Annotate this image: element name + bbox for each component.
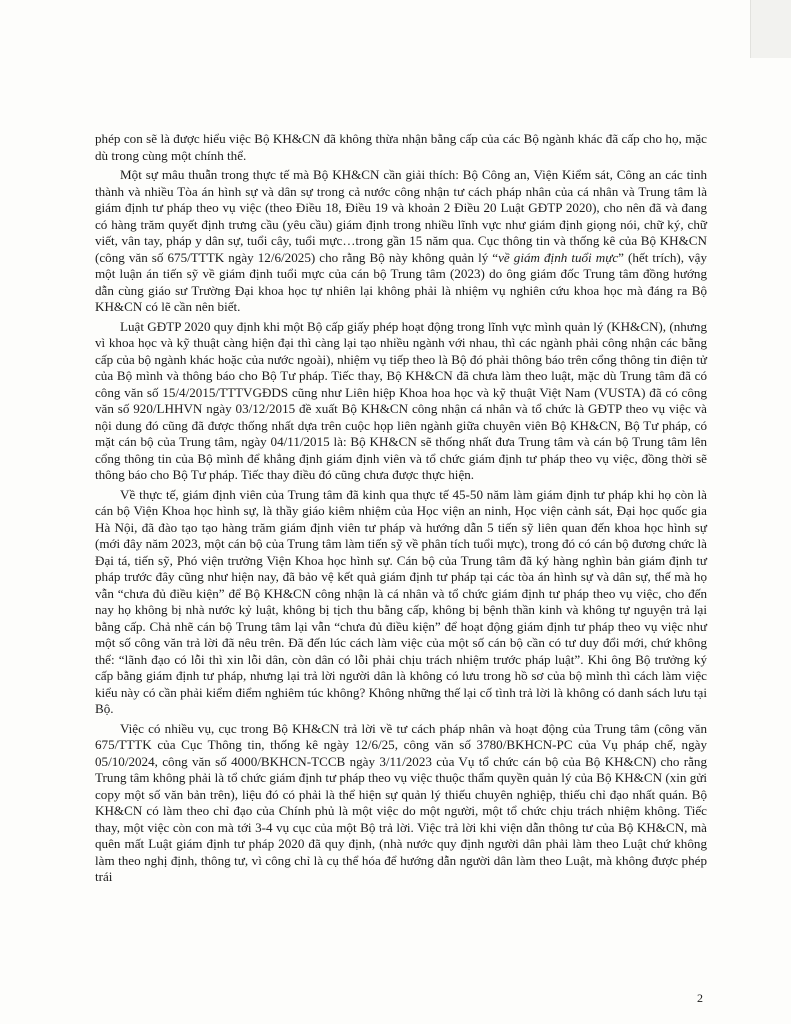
paragraph-segment: về giám định tuổi mực [498, 249, 619, 265]
paragraph-segment: Việc có nhiều vụ, cục trong Bộ KH&CN trả lời về tư cách pháp nhân và hoạt động của Trung tâm (công văn 675/TTTK của Cục Thông tin, thống kê ngày 12/6/25, công văn số 3780/BKHCN-PC của Vụ pháp chế, ngày 05/10/2024, công văn số 4000/BKHCN-TCCB ngày 3/11/2023 của Vụ tổ chức cán bộ của Bộ KH&CN) cho rằng Trung tâm không phải là tổ chức giám định tư pháp theo vụ việc thuộc thẩm quyền quản lý của Bộ KH&CN (xin gửi copy một số văn bản trên), liệu đó có phải là thể hiện sự quản lý thiếu chuyên nghiệp, thiếu chỉ đạo nhất quán. Bộ KH&CN có làm theo chỉ đạo của Chính phủ là một việc do một người, một tổ chức chịu trách nhiệm không. Tiếc thay, một việc còn con mà tới 3-4 vụ cục của một Bộ trả lời. Việc trả lời khi viện dẫn thông tư của Bộ KH&CN, mà quên mất Luật giám định tư pháp 2020 đã quy định, (nhà nước quy định người dân phải làm theo Luật chứ không làm theo nghị định, thông tư, vì công chỉ là cụ thể hóa để hướng dẫn người dân làm theo Luật, mà không được phép trái [95, 720, 707, 884]
paragraph-p0 [95, 131, 707, 164]
adjacent-page-text [731, 0, 787, 4]
paragraph-segment: Về thực tế, giám định viên của Trung tâm đã kinh qua thực tế 45-50 năm làm giám định tư pháp khi họ còn là cán bộ Viện Khoa học hình sự, là thầy giáo kiêm nhiệm của Học viện an ninh, Học viện cảnh sát, Đại học quốc gia Hà Nội, đã đào tạo tạo hàng trăm giám định viên tư pháp và hướng dẫn 5 tiến sỹ liên quan đến khoa học hình sự (mới đây năm 2023, một cán bộ của Trung tâm làm tiến sỹ về phân tích tuổi mực), trong đó có cán bộ đương chức là Đại tá, tiến sỹ, Phó viện trưởng Viện Khoa học hình sự. Cán bộ của Trung tâm đã ký hàng nghìn bản giám định tư pháp trước đây cũng như hiện nay, đã bảo vệ kết quả giám định tư pháp tại các tòa án hình sự và dân sự, thế mà họ vẫn “chưa đủ điều kiện” để Bộ KH&CN công nhận là cá nhân và tổ chức giám định tư pháp theo vụ việc, cho đến nay họ không bị nhà nước kỷ luật, không bị tịch thu bằng cấp, không bị bệnh thần kinh và không tự nguyện trả lại bằng cấp. Chả nhẽ cán bộ Trung tâm lại vẫn “chưa đủ điều kiện” để hoạt động giám định tư pháp theo vụ việc như một số công văn trả lời đã nêu trên. Đã đến lúc cách làm việc của một số cán bộ cần có tư duy đổi mới, chứ không thể: “lãnh đạo có lỗi thì xin lỗi dân, còn dân có lỗi phải chịu trách nhiệm trước pháp luật”. Khi ông Bộ trưởng ký cấp bằng giám định tư pháp, nhưng lại trả lời người dân là không có lưu trong hồ sơ của bộ mình thì cách làm việc kiểu này có cần phải kiểm điểm nghiêm túc không? Không những thế lại cố tình trả lời là không có danh sách lưu tại Bộ. [95, 486, 707, 716]
paragraph-segment: Một sự mâu thuẫn trong thực tế mà Bộ KH&CN cần giải thích: Bộ Công an, Viện Kiểm sát, Công an các tỉnh thành và nhiều Tòa án hình sự và dân sự trong cả nước công nhận tư cách pháp nhân của cá nhân và Trung tâm là giám định tư pháp theo vụ việc (theo Điều 18, Điều 19 và khoản 2 Điều 20 Luật GĐTP 2020), cho nên đã và đang có hàng trăm quyết định trưng cầu (yêu cầu) giám định trong nhiều lĩnh vực như giám định giọng nói, chữ ký, chữ viết, vân tay, pháp y dân sự, tuổi cây, tuổi mực…trong gần 15 năm qua. Cục thông tin và thống kê của Bộ KH&CN (công văn số 675/TTTK ngày 12/6/2025) cho rằng Bộ này không quản lý “ [95, 167, 707, 265]
adjacent-page-edge [750, 0, 791, 58]
paragraph-segment: Luật GĐTP 2020 quy định khi một Bộ cấp giấy phép hoạt động trong lĩnh vực mình quản lý (KH&CN), (nhưng vì khoa học và kỹ thuật càng hiện đại thì càng lại tạo nhiều ngành với nhau, thì các ngành phải công nhận các bằng cấp của bộ ngành khác hoặc của nước ngoài), nhiệm vụ tiếp theo là Bộ đó phải thông báo trên cổng thông tin điện tử của Bộ mình và thông báo cho Bộ Tư pháp. Tiếc thay, Bộ KH&CN đã chưa làm theo luật, mặc dù Trung tâm đã có công văn số 15/4/2015/TTTVGĐDS cũng như Liên hiệp Khoa hoa học và kỹ thuật Việt Nam (VUSTA) đã có công văn số 920/LHHVN ngày 03/12/2015 đề xuất Bộ KH&CN công nhận cá nhân và tổ chức là GĐTP theo vụ việc và nội dung đó cũng đã được thống nhất dựa trên cuộc họp liên ngành giữa chuyên viên Bộ KH&CN, Bộ Tư pháp, có mặt cán bộ của Trung tâm, ngày 04/11/2015 là: Bộ KH&CN sẽ thống nhất đưa Trung tâm và cán bộ Trung tâm lên cổng thông tin của Bộ mình để khẳng định giám định viên và tổ chức giám định tư pháp theo vụ việc, đồng thời sẽ thông báo cho Bộ Tư pháp. Tiếc thay điều đó cũng chưa được thực hiện. [95, 318, 707, 482]
paragraph-p4 [95, 721, 707, 886]
page-number: 2 [697, 991, 703, 1005]
paragraph-segment: ” (hết trích), vậy một luận án tiến sỹ về giám định tuổi mực của cán bộ Trung tâm (2023) do ông giám đốc Trung tâm đồng hướng dẫn cùng giáo sư Trường Đại khoa học tự nhiên lại không phải là nhiệm vụ nghiên cứu khoa học mà đáng ra Bộ KH&CN có lẽ cần nên biết. [95, 249, 707, 314]
paragraph-segment: phép con sẽ là được hiểu việc Bộ KH&CN đã không thừa nhận bằng cấp của các Bộ ngành khác đã cấp cho họ, mặc dù trong cùng một chính thể. [95, 131, 707, 163]
document-body [95, 131, 707, 889]
paragraph-p3 [95, 487, 707, 718]
paragraph-p2 [95, 319, 707, 484]
paragraph-p1 [95, 167, 707, 316]
